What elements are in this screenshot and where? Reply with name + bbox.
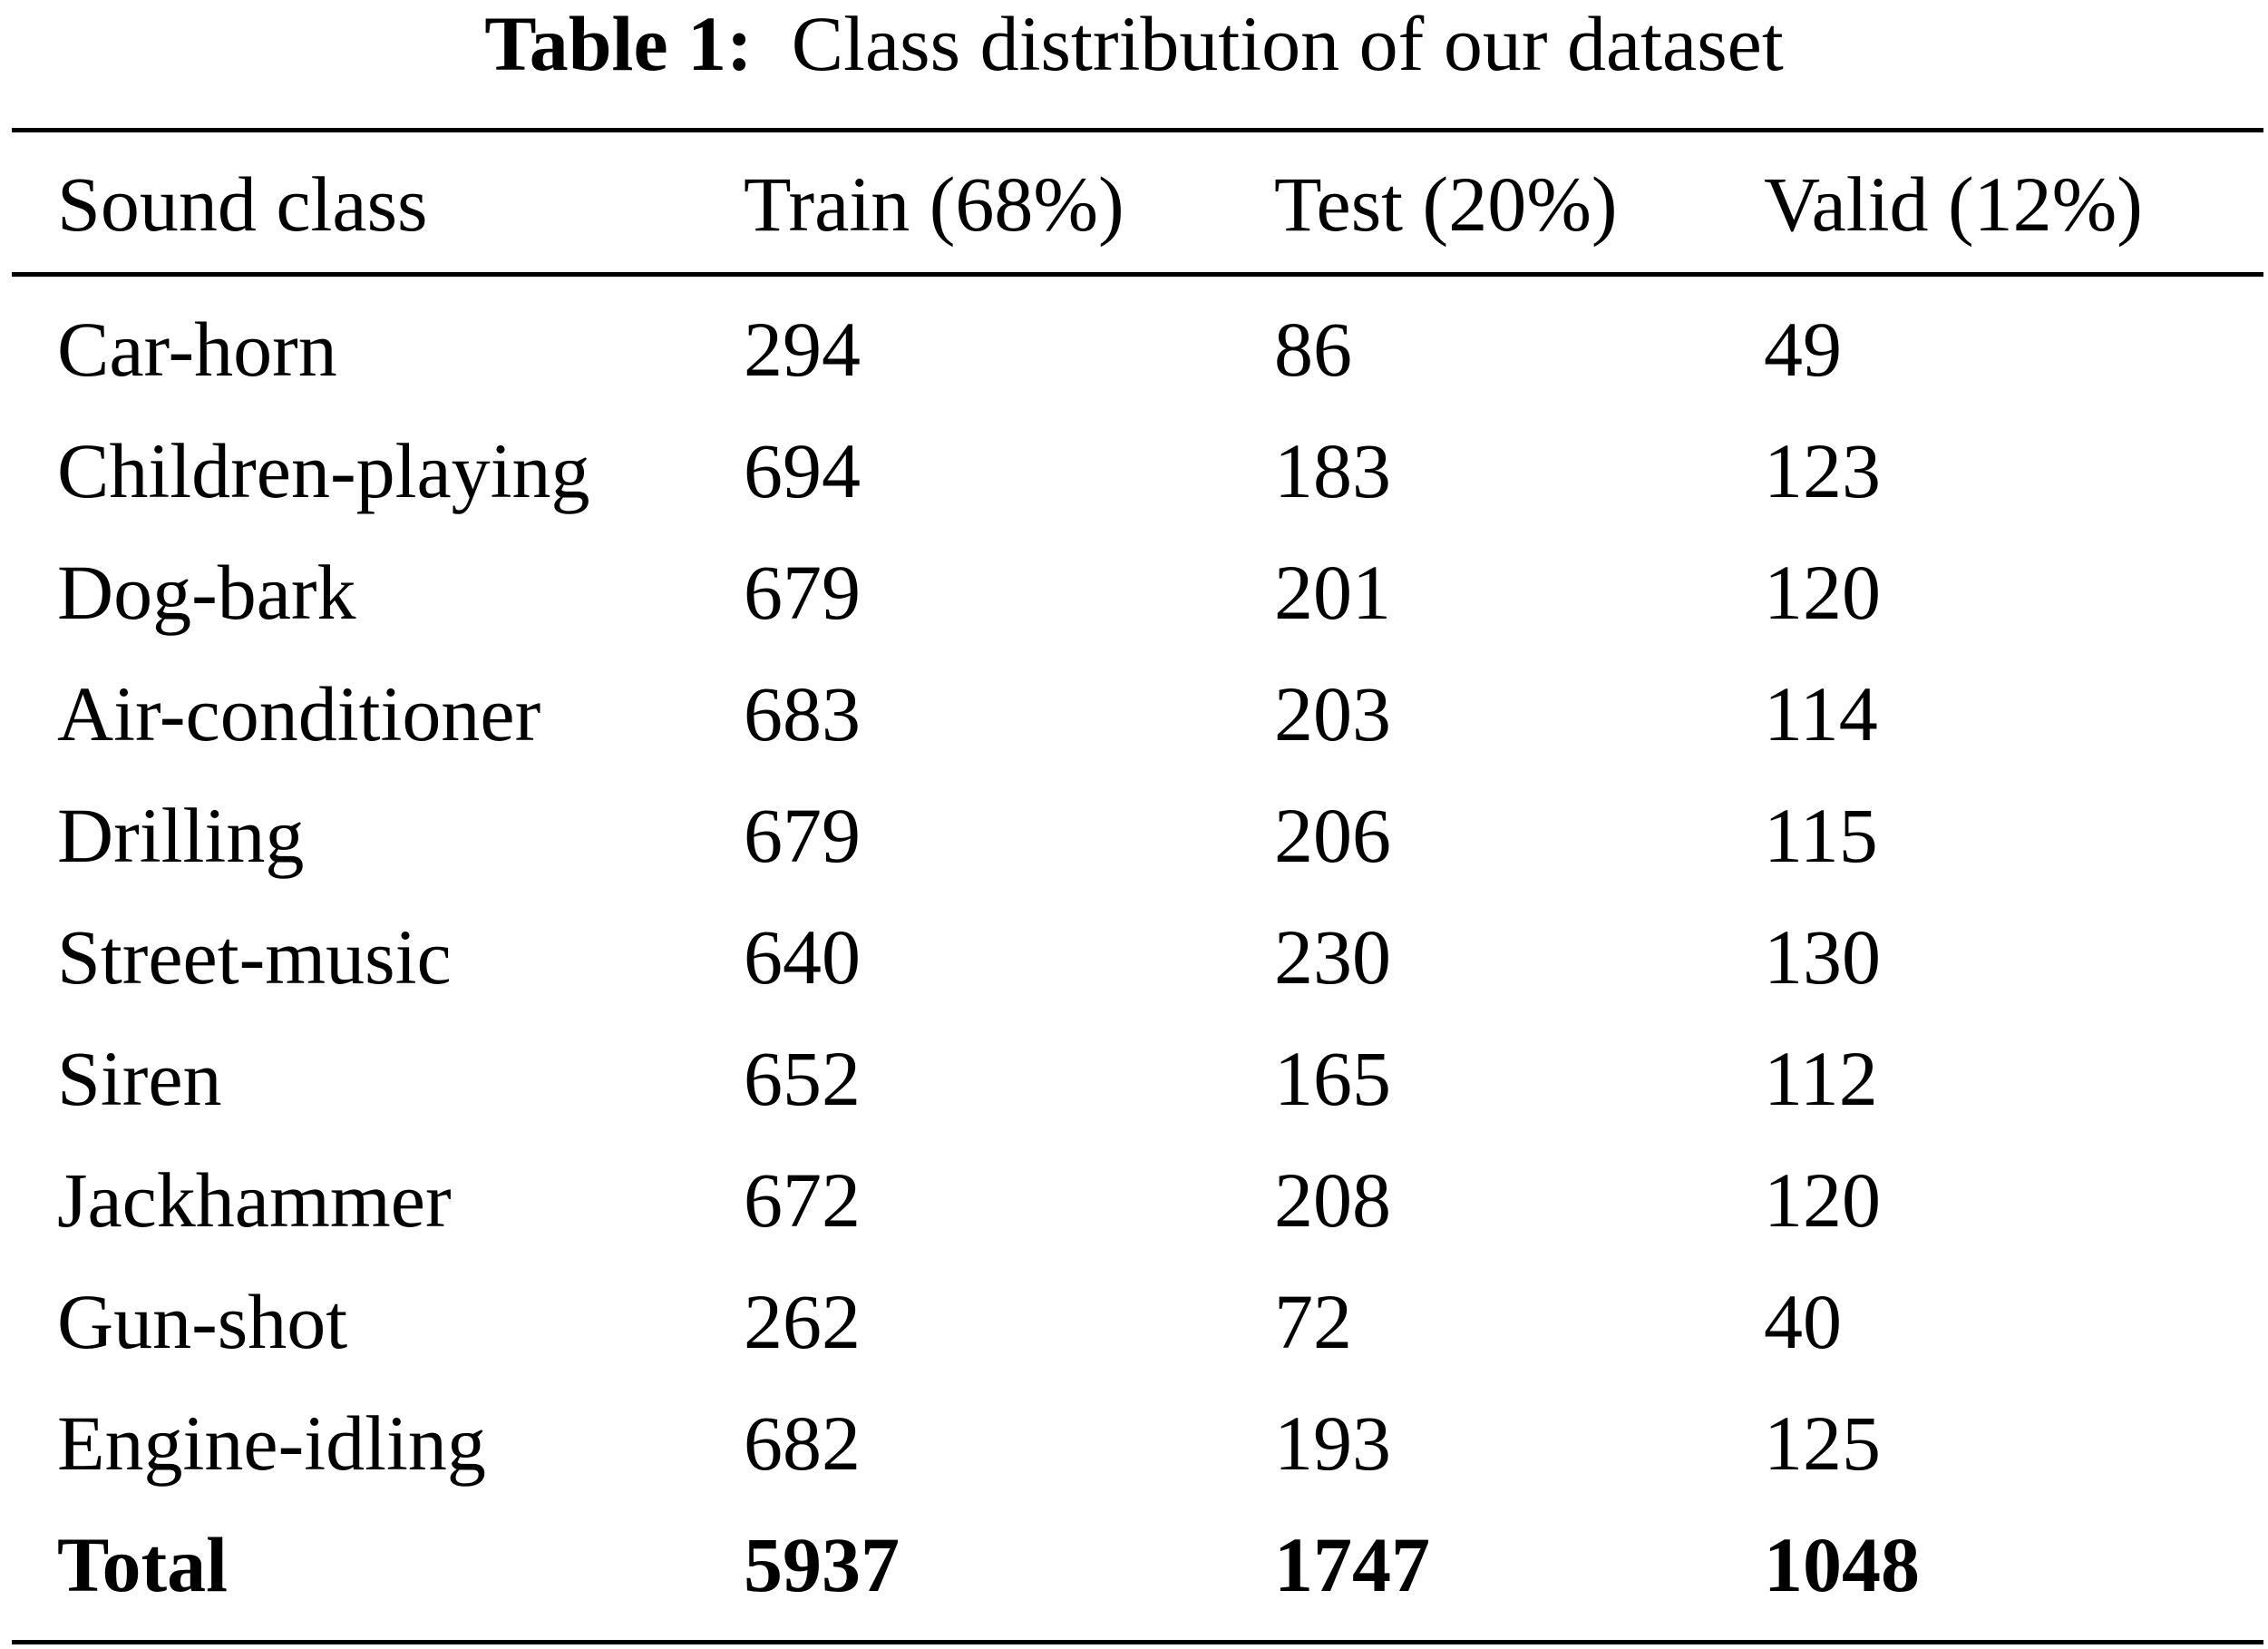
table-header-row xyxy=(0,143,2268,265)
cell-train: 640 xyxy=(744,913,861,1000)
cell-valid: 125 xyxy=(1764,1400,1881,1487)
cell-sound-class: Jackhammer xyxy=(57,1156,452,1244)
total-train: 5937 xyxy=(744,1521,900,1608)
table-row xyxy=(0,532,2268,653)
table-row xyxy=(0,653,2268,775)
cell-train: 694 xyxy=(744,427,861,514)
table-header-rule xyxy=(12,272,2263,277)
cell-sound-class: Street-music xyxy=(57,913,452,1000)
table-caption xyxy=(0,0,2268,91)
cell-train: 679 xyxy=(744,792,861,879)
cell-test: 193 xyxy=(1274,1400,1391,1487)
cell-train: 682 xyxy=(744,1400,861,1487)
header-test: Test (20%) xyxy=(1274,161,1618,248)
cell-test: 86 xyxy=(1274,306,1352,393)
cell-test: 203 xyxy=(1274,670,1391,757)
cell-train: 652 xyxy=(744,1035,861,1122)
cell-test: 165 xyxy=(1274,1035,1391,1122)
cell-valid: 130 xyxy=(1764,913,1881,1000)
cell-valid: 115 xyxy=(1764,792,1878,879)
header-train: Train (68%) xyxy=(744,161,1124,248)
cell-sound-class: Dog-bark xyxy=(57,549,356,636)
cell-sound-class: Engine-idling xyxy=(57,1400,486,1487)
table-bottom-rule xyxy=(12,1640,2263,1644)
cell-valid: 123 xyxy=(1764,427,1881,514)
cell-test: 201 xyxy=(1274,549,1391,636)
cell-valid: 114 xyxy=(1764,670,1878,757)
table-row xyxy=(0,775,2268,896)
cell-sound-class: Air-conditioner xyxy=(57,670,541,757)
table-row xyxy=(0,1261,2268,1382)
cell-sound-class: Drilling xyxy=(57,792,305,879)
cell-sound-class: Siren xyxy=(57,1035,222,1122)
cell-train: 672 xyxy=(744,1156,861,1244)
table-top-rule xyxy=(12,128,2263,132)
cell-train: 683 xyxy=(744,670,861,757)
table-total-row xyxy=(0,1504,2268,1625)
total-label: Total xyxy=(57,1521,228,1608)
total-test: 1747 xyxy=(1274,1521,1430,1608)
table-row xyxy=(0,896,2268,1018)
cell-test: 230 xyxy=(1274,913,1391,1000)
cell-valid: 120 xyxy=(1764,1156,1881,1244)
table-caption-label: Table 1: xyxy=(484,0,753,87)
cell-test: 208 xyxy=(1274,1156,1391,1244)
table-row xyxy=(0,1382,2268,1504)
table-caption-text: Class distribution of our dataset xyxy=(791,0,1784,87)
table-row xyxy=(0,1018,2268,1139)
cell-train: 679 xyxy=(744,549,861,636)
cell-test: 183 xyxy=(1274,427,1391,514)
cell-valid: 40 xyxy=(1764,1278,1842,1365)
cell-train: 262 xyxy=(744,1278,861,1365)
cell-valid: 112 xyxy=(1764,1035,1878,1122)
cell-test: 206 xyxy=(1274,792,1391,879)
cell-test: 72 xyxy=(1274,1278,1352,1365)
header-valid: Valid (12%) xyxy=(1764,161,2143,248)
cell-valid: 49 xyxy=(1764,306,1842,393)
cell-sound-class: Children-playing xyxy=(57,427,590,514)
table-row xyxy=(0,410,2268,532)
cell-sound-class: Gun-shot xyxy=(57,1278,348,1365)
cell-sound-class: Car-horn xyxy=(57,306,337,393)
cell-train: 294 xyxy=(744,306,861,393)
table-row xyxy=(0,288,2268,410)
header-sound-class: Sound class xyxy=(57,161,428,248)
cell-valid: 120 xyxy=(1764,549,1881,636)
total-valid: 1048 xyxy=(1764,1521,1920,1608)
table-row xyxy=(0,1139,2268,1261)
